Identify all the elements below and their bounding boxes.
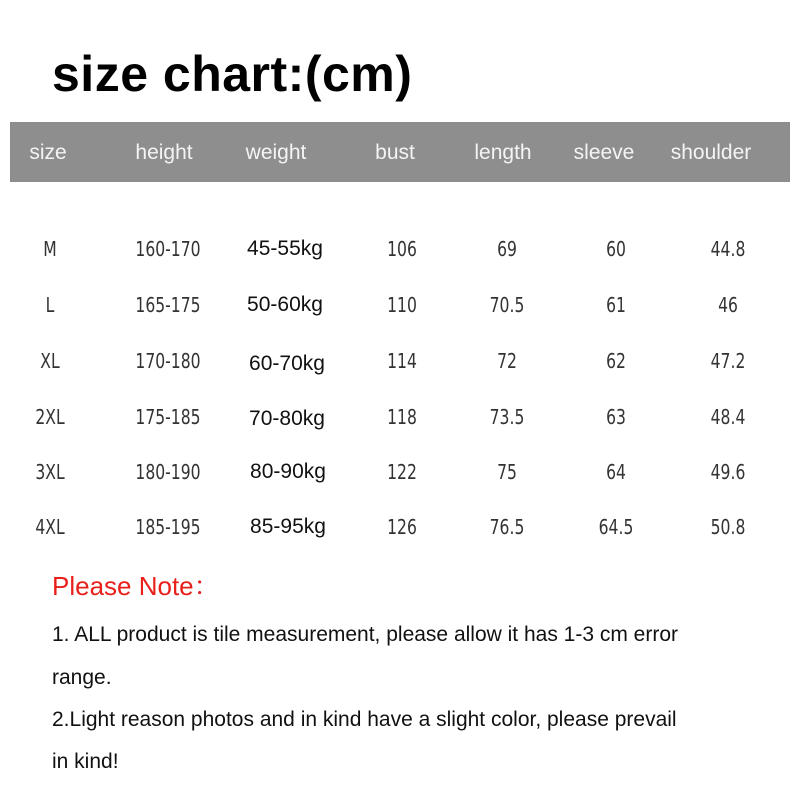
table-row <box>0 452 800 492</box>
note-line-1: 1. ALL product is tile measurement, please allow it has 1-3 cm error <box>52 623 679 646</box>
cell-length: 72 <box>497 349 517 373</box>
cell-height: 160-170 <box>135 237 201 261</box>
cell-sleeve: 63 <box>606 405 626 429</box>
cell-bust: 126 <box>387 515 417 539</box>
table-row <box>0 229 800 269</box>
cell-weight: 85-95kg <box>250 515 326 538</box>
header-length: length <box>474 141 532 164</box>
cell-shoulder: 47.2 <box>710 349 746 373</box>
cell-size: 3XL <box>35 460 65 484</box>
header-bust: bust <box>375 141 415 164</box>
table-header <box>10 122 790 182</box>
cell-weight: 45-55kg <box>247 237 323 260</box>
table-row <box>0 397 800 437</box>
header-sleeve: sleeve <box>573 141 635 164</box>
cell-bust: 106 <box>387 237 417 261</box>
cell-sleeve: 64.5 <box>598 515 634 539</box>
table-row <box>0 341 800 381</box>
cell-height: 175-185 <box>135 405 201 429</box>
cell-shoulder: 48.4 <box>710 405 746 429</box>
cell-bust: 114 <box>387 349 417 373</box>
note-line-4: in kind! <box>52 750 119 773</box>
table-row <box>0 285 800 325</box>
cell-length: 76.5 <box>489 515 525 539</box>
header-size: size <box>29 141 67 164</box>
cell-height: 185-195 <box>135 515 201 539</box>
cell-bust: 122 <box>387 460 417 484</box>
cell-size: M <box>43 237 57 261</box>
cell-bust: 118 <box>387 405 417 429</box>
cell-sleeve: 62 <box>606 349 626 373</box>
cell-weight: 70-80kg <box>249 407 325 430</box>
page-title: size chart:(cm) <box>52 46 413 102</box>
cell-weight: 50-60kg <box>247 293 323 316</box>
cell-shoulder: 46 <box>718 293 738 317</box>
note-line-2: range. <box>52 666 112 689</box>
cell-bust: 110 <box>387 293 417 317</box>
note-line-3: 2.Light reason photos and in kind have a slight color, please prevail <box>52 708 677 731</box>
cell-sleeve: 60 <box>606 237 626 261</box>
cell-height: 170-180 <box>135 349 201 373</box>
cell-length: 69 <box>497 237 517 261</box>
cell-height: 165-175 <box>135 293 201 317</box>
header-height: height <box>135 141 193 164</box>
cell-shoulder: 50.8 <box>710 515 746 539</box>
note-heading: Please Note： <box>52 571 220 601</box>
cell-shoulder: 44.8 <box>710 237 746 261</box>
header-shoulder: shoulder <box>670 141 752 164</box>
header-weight: weight <box>245 141 307 164</box>
cell-size: 2XL <box>35 405 65 429</box>
cell-height: 180-190 <box>135 460 201 484</box>
cell-size: 4XL <box>35 515 65 539</box>
cell-length: 70.5 <box>489 293 525 317</box>
cell-weight: 60-70kg <box>249 352 325 375</box>
cell-length: 75 <box>497 460 517 484</box>
cell-size: L <box>45 293 55 317</box>
cell-length: 73.5 <box>489 405 525 429</box>
cell-sleeve: 64 <box>606 460 626 484</box>
table-row <box>0 507 800 547</box>
cell-size: XL <box>40 349 60 373</box>
cell-shoulder: 49.6 <box>710 460 746 484</box>
cell-weight: 80-90kg <box>250 460 326 483</box>
cell-sleeve: 61 <box>606 293 626 317</box>
